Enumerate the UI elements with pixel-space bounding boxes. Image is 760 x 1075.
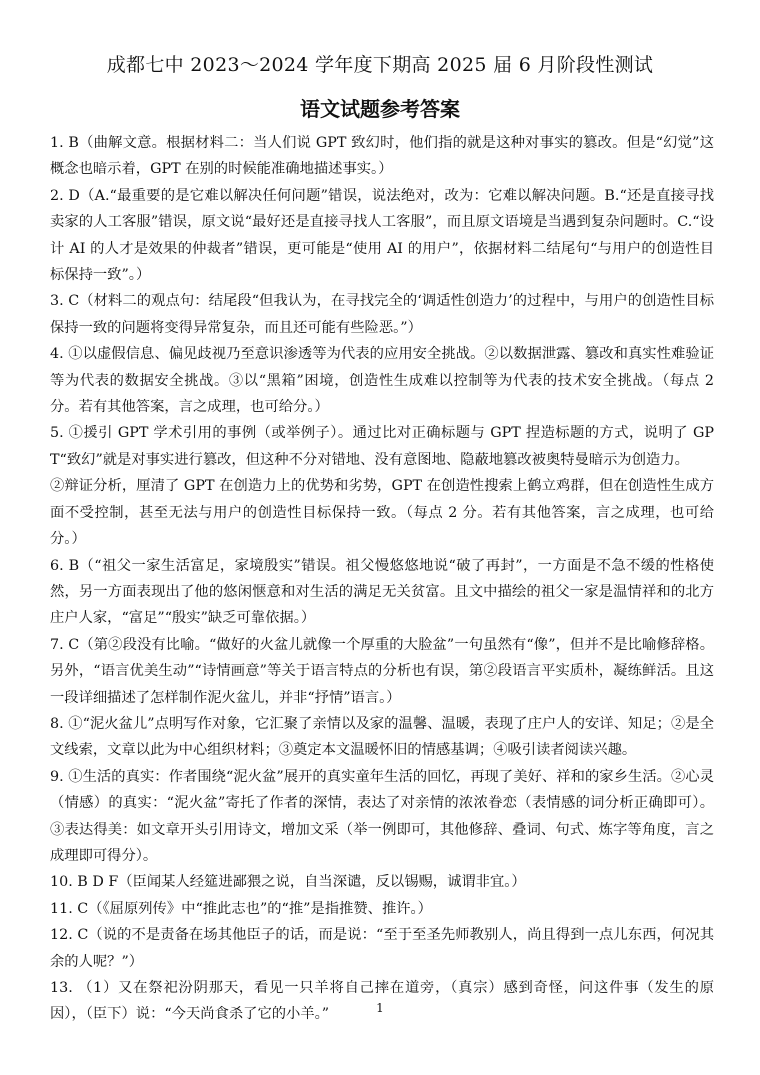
answer-item-3: 3. C（材料二的观点句：结尾段“但我认为，在寻找完全的‘调适性创造力’的过程中，与用户的创造性目标保持一致的问题将变得异常复杂，而且还可能有些险恶。”） xyxy=(50,293,714,336)
answer-item-12: 12. C（说的不是责备在场其他臣子的话，而是说：“至于至圣先师教别人，尚且得到一点儿东西，何况其余的人呢？”） xyxy=(50,927,714,970)
answer-item-11: 11. C（《屈原列传》中“推此志也”的“推”是指推赞、推许。） xyxy=(50,900,432,917)
answer-key-heading: 语文试题参考答案 xyxy=(300,97,460,121)
answer-item-7: 7. C（第②段没有比喻。“做好的火盆儿就像一个厚重的大脸盆”一句虽然有“像”，但并不是比喻修辞格。另外，“语言优美生动”“诗情画意”等关于语言特点的分析也有误，第②段语言平实质朴，凝练鲜活。且这一段详细描述了怎样制作泥火盆儿，并非“抒情”语言。） xyxy=(50,636,714,706)
answer-item-13: 13. （1）又在祭祀汾阴那天，看见一只羊将自己摔在道旁，（真宗）感到奇怪，问这件事（发生的原因），（臣下）说：“今天尚食杀了它的小羊。” xyxy=(50,980,714,1023)
answer-item-5-part-2: ②辩证分析，厘清了 GPT 在创造力上的优势和劣势，GPT 在创造性搜索上鹤立鸡群，但在创造性生成方面不受控制，甚至无法与用户的创造性目标保持一致。（每点 2 分。若有其他答案，言之成理，也可给分。） xyxy=(50,478,714,548)
answer-list xyxy=(50,130,714,1028)
answer-item-5-part-1: 5. ①援引 GPT 学术引用的事例（或举例子）。通过比对正确标题与 GPT 捏造标题的方式，说明了 GPT“致幻”就是对事实进行篡改，但这种不分对错地、没有意图地、隐蔽地篡改被奥特曼暗示为创造力。 xyxy=(50,425,714,468)
answer-item-10: 10. B D F（臣闻某人经筵进鄙猥之说，自当深谴，反以锡赐，诚谓非宜。） xyxy=(50,874,526,891)
answer-item-1: 1. B（曲解文意。根据材料二：当人们说 GPT 致幻时，他们指的就是这种对事实的篡改。但是“幻觉”这概念也暗示着，GPT 在别的时候能准确地描述事实。） xyxy=(50,135,714,178)
exam-title: 成都七中 2023～2024 学年度下期高 2025 届 6 月阶段性测试 xyxy=(106,54,654,76)
answer-item-8: 8. ①“泥火盆儿”点明写作对象，它汇聚了亲情以及家的温馨、温暖，表现了庄户人的安详、知足；②是全文线索，文章以此为中心组织材料；③奠定本文温暖怀旧的情感基调；④吸引读者阅读兴趣。 xyxy=(50,715,714,759)
answer-item-6: 6. B（“祖父一家生活富足，家境殷实”错误。祖父慢悠悠地说“破了再封”，一方面是不急不缓的性格使然，另一方面表现出了他的悠闲惬意和对生活的满足无关贫富。且文中描绘的祖父一家是温情祥和的北方庄户人家，“富足”“殷实”缺乏可靠依据。） xyxy=(50,557,714,627)
answer-item-2: 2. D（A.“最重要的是它难以解决任何问题”错误，说法绝对，改为：它难以解决问题。B.“还是直接寻找卖家的人工客服”错误，原文说“最好还是直接寻找人工客服”，而且原文语境是当遇到复杂问题时。C.“设计 AI 的人才是效果的仲裁者”错误，更可能是“使用 AI 的用户”，依据材料二结尾句“与用户的创造性目标保持一致”。） xyxy=(50,187,714,284)
answer-item-4: 4. ①以虚假信息、偏见歧视乃至意识渗透等为代表的应用安全挑战。②以数据泄露、篡改和真实性难验证等为代表的数据安全挑战。③以“黑箱”困境，创造性生成难以控制等为代表的技术安全挑战。（每点 2 分。若有其他答案，言之成理，也可给分。） xyxy=(50,346,714,416)
answer-item-9: 9. ①生活的真实：作者围绕“泥火盆”展开的真实童年生活的回忆，再现了美好、祥和的家乡生活。②心灵（情感）的真实：“泥火盆”寄托了作者的深情，表达了对亲情的浓浓眷恋（表情感的词分析正确即可）。③表达得美：如文章开头引用诗文，增加文采（举一例即可，其他修辞、叠词、句式、炼字等角度，言之成理即可得分）。 xyxy=(50,768,714,864)
page-number: 1 xyxy=(376,1001,384,1015)
